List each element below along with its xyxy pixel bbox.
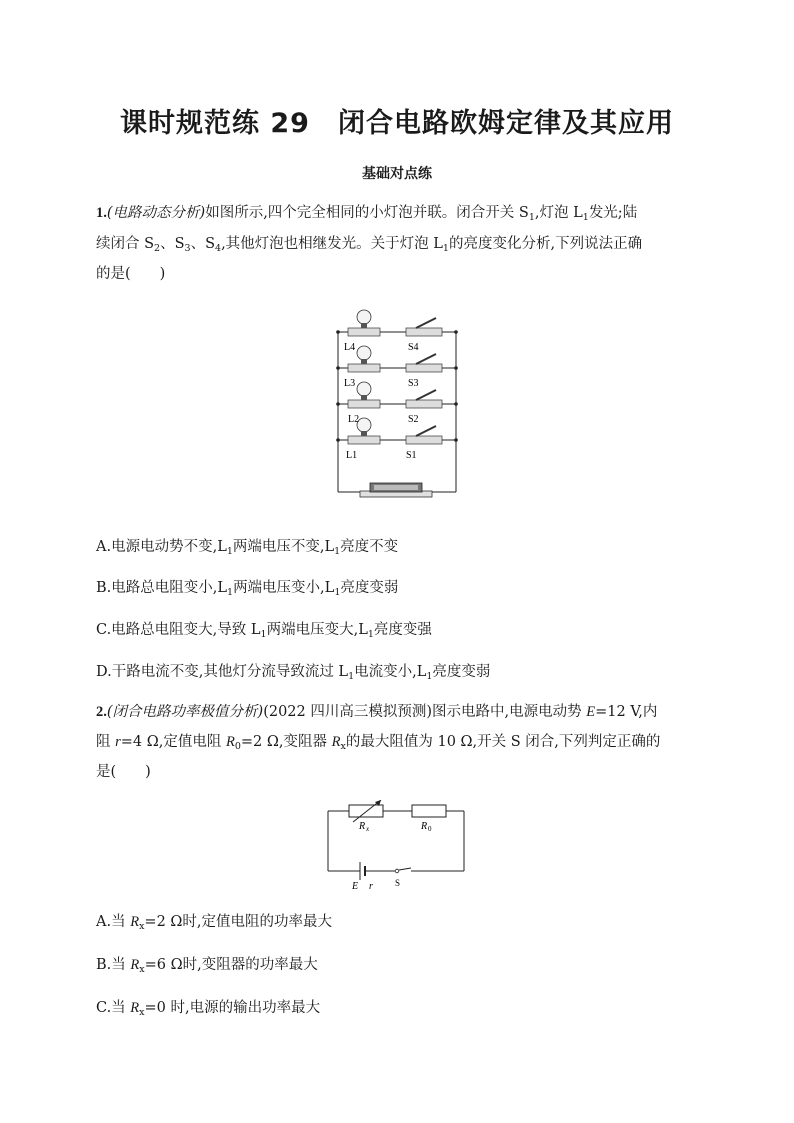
q1-line-3: 的是( )	[96, 266, 166, 282]
symbol-E: E	[586, 704, 596, 720]
option-text: B.电路总电阻变小,L	[96, 580, 228, 596]
sub: x	[139, 1007, 145, 1018]
q1-text: 、S	[160, 236, 185, 252]
sub: 0	[234, 741, 241, 752]
q2-text: (2022 四川高三模拟预测)图示电路中,电源电动势	[263, 704, 587, 720]
q1-circuit-figure	[330, 306, 470, 506]
label-r: r	[369, 881, 373, 892]
q1-text: ,灯泡 L	[534, 205, 583, 221]
symbol-R: R	[226, 734, 235, 750]
q2-line-3: 是( )	[96, 764, 151, 780]
rheostat-Rx	[349, 805, 383, 817]
lamp-label: L3	[344, 378, 356, 389]
option-text: A.当	[96, 914, 131, 930]
q1-option-a[interactable]	[96, 535, 398, 556]
option-text: 亮度变强	[373, 622, 432, 638]
bulb-icon	[357, 382, 371, 396]
option-text: C.当	[96, 1000, 131, 1016]
q2-line-1	[96, 702, 657, 722]
q1-text: 发光;陆	[588, 205, 638, 221]
junction-dot	[454, 402, 458, 406]
sub: 1	[226, 546, 233, 557]
symbol-R: R	[130, 957, 140, 973]
symbol-R: R	[130, 914, 140, 930]
option-text: B.当	[96, 957, 131, 973]
bulb-icon	[357, 310, 371, 324]
label-R0: R	[421, 821, 428, 832]
q2-text: =12 V,内	[595, 704, 658, 720]
option-text: 两端电压变大,L	[266, 622, 368, 638]
q2-circuit-figure	[325, 800, 471, 896]
junction-dot	[454, 330, 458, 334]
option-text: C.电路总电阻变大,导致 L	[96, 622, 261, 638]
label-R0-sub: 0	[428, 825, 432, 833]
option-text: 电流变小,L	[354, 664, 427, 680]
junction-dot	[336, 438, 340, 442]
q1-number: 1.	[96, 205, 107, 221]
battery-highlight	[374, 485, 418, 490]
switch-lever-icon	[416, 354, 436, 364]
sub: 2	[154, 243, 161, 254]
switch-base	[406, 328, 442, 336]
bulb-icon	[357, 346, 371, 360]
q2-text: 的最大阻值为 10 Ω,开关 S 闭合,下列判定正确的	[345, 734, 661, 750]
q1-line-2	[96, 234, 642, 254]
symbol-r: r	[115, 734, 121, 750]
label-Rx: R	[359, 821, 366, 832]
q1-option-d[interactable]	[96, 660, 490, 681]
q2-tag: (闭合电路功率极值分析)	[106, 704, 264, 720]
page-title: 课时规范练 29 闭合电路欧姆定律及其应用	[120, 108, 674, 139]
switch-contact	[395, 869, 399, 873]
junction-dot	[336, 366, 340, 370]
sub: 1	[334, 587, 341, 598]
option-text: 亮度不变	[340, 539, 399, 555]
q2-option-b[interactable]	[96, 953, 318, 974]
option-text: A.电源电动势不变,L	[96, 539, 227, 555]
sub: 1	[227, 587, 234, 598]
bulb-socket	[361, 395, 367, 400]
lamp-label: L2	[348, 414, 360, 425]
option-text: 亮度变弱	[340, 580, 399, 596]
option-text: 两端电压变小,L	[233, 580, 335, 596]
q1-text: 、S	[190, 236, 216, 252]
sub: 1	[528, 212, 535, 223]
q1-text: 续闭合 S	[96, 236, 155, 252]
q1-text: 如图所示,四个完全相同的小灯泡并联。闭合开关 S	[205, 205, 529, 221]
sub: 1	[348, 671, 355, 682]
sub: 1	[334, 546, 341, 557]
q1-line-1	[96, 203, 637, 223]
label-Rx-sub: x	[366, 825, 370, 833]
q1-text: ,其他灯泡也相继发光。关于灯泡 L	[221, 236, 443, 252]
sub: 1	[260, 629, 267, 640]
lamp-base	[348, 328, 380, 336]
q1-text: 的亮度变化分析,下列说法正确	[448, 236, 643, 252]
sub: 4	[215, 243, 222, 254]
junction-dot	[336, 330, 340, 334]
option-text: 两端电压不变,L	[232, 539, 335, 555]
switch-label: S4	[408, 342, 419, 353]
symbol-R: R	[331, 734, 341, 750]
symbol-R: R	[130, 1000, 140, 1016]
q1-option-b[interactable]	[96, 576, 398, 597]
option-text: =6 Ω时,变阻器的功率最大	[144, 957, 318, 973]
q2-text: =2 Ω,变阻器	[240, 734, 332, 750]
switch-lever-icon	[416, 318, 436, 328]
junction-dot	[454, 366, 458, 370]
option-text: =2 Ω时,定值电阻的功率最大	[144, 914, 333, 930]
q2-line-2	[96, 732, 660, 752]
label-E: E	[352, 881, 359, 892]
junction-dot	[454, 438, 458, 442]
lamp-base	[348, 400, 380, 408]
sub: 1	[442, 243, 449, 254]
sub: 1	[367, 629, 374, 640]
switch-label: S1	[406, 450, 417, 461]
sub: 3	[184, 243, 191, 254]
q2-text: =4 Ω,定值电阻	[120, 734, 226, 750]
lamp-label: L1	[346, 450, 358, 461]
q1-tag: (电路动态分析)	[106, 205, 206, 221]
q2-text: 阻	[96, 734, 116, 750]
q2-option-a[interactable]	[96, 910, 332, 931]
q2-number: 2.	[96, 704, 107, 720]
q2-option-c[interactable]	[96, 996, 320, 1017]
bulb-socket	[361, 431, 367, 436]
bulb-socket	[361, 359, 367, 364]
lamp-base	[348, 436, 380, 444]
switch-base	[406, 436, 442, 444]
switch-blade-icon	[399, 868, 411, 870]
bulb-socket	[361, 323, 367, 328]
sub: x	[340, 741, 346, 752]
lamp-label: L4	[344, 342, 356, 353]
sub: 1	[582, 212, 589, 223]
switch-lever-icon	[416, 426, 436, 436]
switch-lever-icon	[416, 390, 436, 400]
sub: 1	[426, 671, 433, 682]
option-text: =0 时,电源的输出功率最大	[144, 1000, 321, 1016]
sub: x	[139, 964, 145, 975]
switch-base	[406, 400, 442, 408]
switch-base	[406, 364, 442, 372]
lamp-row-4	[336, 310, 458, 336]
resistor-R0	[412, 805, 446, 817]
section-heading: 基础对点练	[362, 166, 432, 182]
option-text: 亮度变弱	[432, 664, 491, 680]
switch-label: S3	[408, 378, 419, 389]
option-text: D.干路电流不变,其他灯分流导致流过 L	[96, 664, 349, 680]
label-S: S	[395, 878, 401, 888]
lamp-base	[348, 364, 380, 372]
q1-option-c[interactable]	[96, 618, 432, 639]
junction-dot	[336, 402, 340, 406]
sub: x	[139, 921, 145, 932]
switch-label: S2	[408, 414, 419, 425]
